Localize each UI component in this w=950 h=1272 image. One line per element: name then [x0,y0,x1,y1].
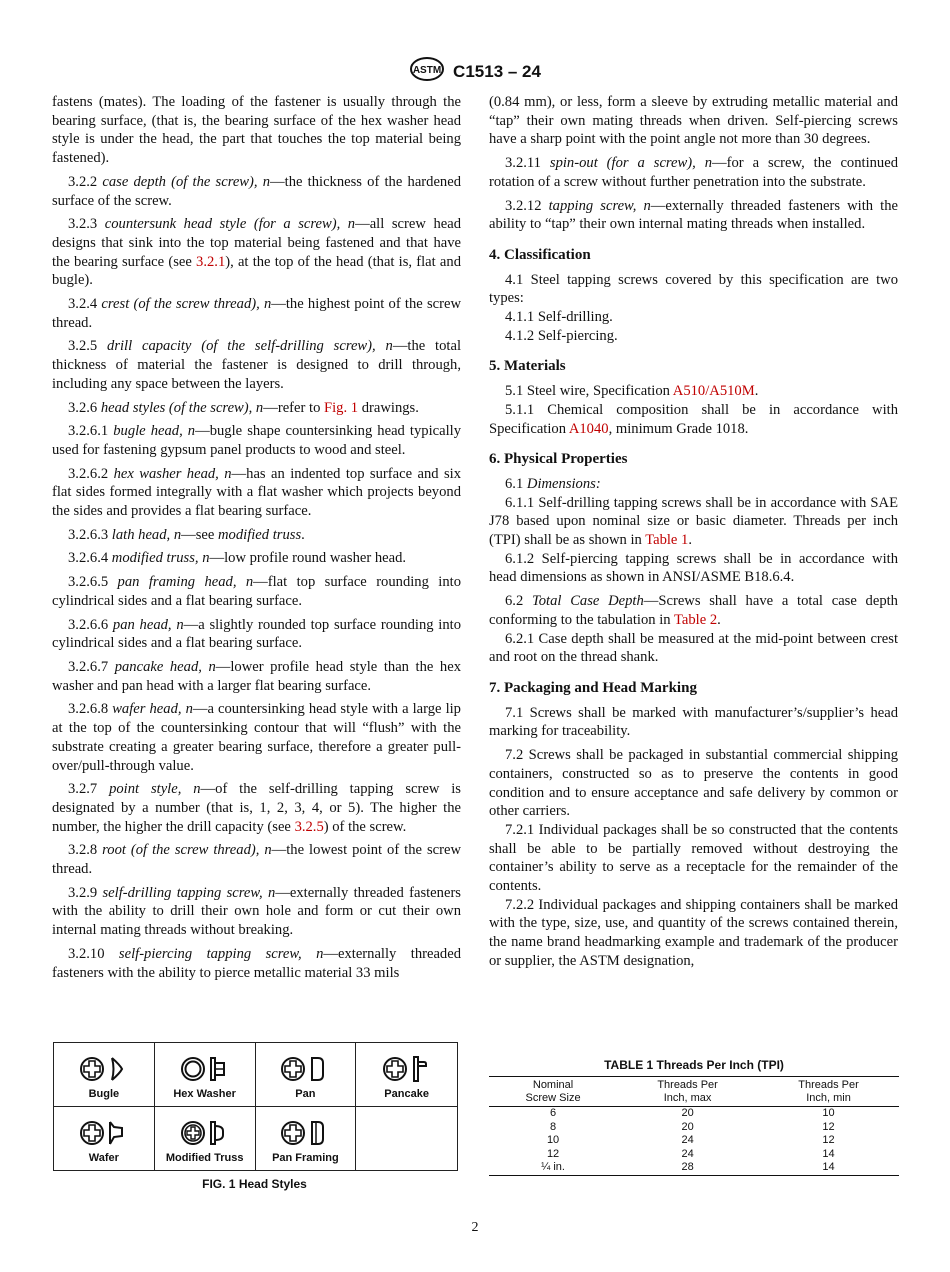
section-heading-packaging: 7. Packaging and Head Marking [489,679,697,696]
head-style-wafer [54,1107,155,1171]
head-style-label: Pan [295,1087,316,1100]
paragraph-6-1-2: 6.1.2 Self-piercing tapping screws shall be in accordance with head dimensions as shown in ANSI/ASME B18.6.4. [489,550,898,586]
right-column [489,93,898,976]
definition-3-2-6-6: 3.2.6.6 pan head, n—a slightly rounded top surface rounding into cylindrical sides and a flat bearing surface. [52,616,461,652]
paragraph-6-1: 6.1 Dimensions: [505,475,601,492]
astm-logo-icon [409,56,445,87]
table-row: 8 20 12 [550,1120,835,1133]
head-style-pan [256,1043,357,1107]
table-row: 10 24 12 [546,1134,835,1147]
bugle-head-icon [74,1053,134,1085]
definition-3-2-4: 3.2.4 crest (of the screw thread), n—the highest point of the screw thread. [52,296,461,331]
head-style-modified-truss [155,1107,256,1171]
section-heading-materials: 5. Materials [489,358,566,375]
section-heading-classification: 4. Classification [489,246,591,263]
head-style-label: Modified Truss [165,1152,244,1164]
paragraph-4-1-1: 4.1.1 Self-drilling. [505,309,613,326]
definition-3-2-8: 3.2.8 root (of the screw thread), n—the lowest point of the screw thread. [52,842,461,878]
paragraph-6-1-1: 6.1.1 Self-drilling tapping screws shall be in accordance with SAE J78 based upon nominal size or basic diameter. Threads per inch (TPI) shall be as shown in Table 1. [489,494,898,549]
paragraph-6-2-1: 6.2.1 Case depth shall be measured at the mid-point between crest and root on the thread shank. [489,630,898,666]
empty-cell [356,1107,457,1171]
definition-3-2-6-3: 3.2.6.3 lath head, n—see modified truss. [68,526,305,543]
head-style-pancake [356,1043,457,1107]
table-row: ¼ in. 28 14 [489,1161,899,1175]
paragraph-4-1-2: 4.1.2 Self-piercing. [505,327,618,344]
paragraph-7-2-1: 7.2.1 Individual packages shall be so constructed that the contents shall be able to be partially removed without destroying the container’s ability to serve as a receptacle for the remainder of the contents. [489,821,898,895]
head-style-label: Hex Washer [173,1087,236,1100]
figure-caption: FIG. 1 Head Styles [202,1177,307,1191]
head-styles-figure [53,1042,458,1171]
paragraph-5-1-1: 5.1.1 Chemical composition shall be in accordance with Specification A1040, minimum Grade 1018. [489,401,898,437]
head-style-pan-framing [256,1107,357,1171]
definition-3-2-6-2: 3.2.6.2 hex washer head, n—has an indented top surface and six flat sides formed integrally with a flat washer which projects beyond the sides and provides a flat bearing surface. [52,465,461,520]
document-designation: C1513 – 24 [453,61,541,81]
paragraph-7-1: 7.1 Screws shall be marked with manufacturer’s/supplier’s head marking for traceability. [489,704,898,740]
ref-link-a1040[interactable]: A1040 [568,420,609,437]
ref-link-table-1[interactable]: Table 1 [645,532,689,549]
paragraph-continuation: fastens (mates). The loading of the fastener is usually through the bearing surface, (that is, the bearing surface of the hex washer head style is under the head, the part that touches the top material being fastened). [52,94,461,167]
pancake-head-icon [377,1053,437,1085]
definition-3-2-7: 3.2.7 point style, n—of the self-drilling tapping screw is designated by a number (that is, 1, 2, 3, 4, or 5). The higher the number, the higher the drill capacity (see 3.2.5) of the screw. [52,781,461,835]
ref-link-a510[interactable]: A510/A510M [672,383,755,400]
definition-3-2-9: 3.2.9 self-drilling tapping screw, n—externally threaded fasteners with the ability to drill their own hole and form or cut their own internal mating threads without breaking. [52,884,461,939]
table-row: 6 20 10 [550,1107,835,1119]
head-style-label: Pan Framing [272,1152,339,1164]
definition-3-2-12: 3.2.12 tapping screw, n—externally threaded fasteners with the ability to “tap” their own internal mating threads when installed. [489,197,898,233]
column-header-nominal-size: Nominal Screw Size [525,1079,581,1104]
ref-link-fig-1[interactable]: Fig. 1 [324,399,359,416]
threads-per-inch-table [489,1076,899,1176]
head-style-hex-washer [155,1043,256,1107]
definition-3-2-11: 3.2.11 spin-out (for a screw), n—for a screw, the continued rotation of a screw without further penetration into the substrate. [489,155,898,190]
head-style-label: Bugle [88,1087,120,1100]
table-caption: TABLE 1 Threads Per Inch (TPI) [604,1058,784,1072]
definition-3-2-6-7: 3.2.6.7 pancake head, n—lower profile head style than the hex washer and pan head with a larger flat bearing surface. [52,658,461,694]
page-number: 2 [471,1220,479,1235]
pan-framing-head-icon [275,1117,335,1149]
definition-3-2-6-4: 3.2.6.4 modified truss, n—low profile round washer head. [68,550,407,567]
definition-3-2-5: 3.2.5 drill capacity (of the self-drilling screw), n—the total thickness of material the fastener is designed to drill through, including any space between the layers. [52,338,461,392]
head-style-label: Wafer [88,1152,119,1164]
table-row: 12 24 14 [546,1147,835,1160]
definition-3-2-6: 3.2.6 head styles (of the screw), n—refer to Fig. 1 drawings. [68,399,419,416]
definition-3-2-3: 3.2.3 countersunk head style (for a screw), n—all screw head designs that sink into the top material being fastened and that have the bearing surface (see 3.2.1), at the top of the head (that is, flat and bugle). [52,216,462,289]
paragraph-5-1: 5.1 Steel wire, Specification A510/A510M. [505,383,759,400]
wafer-head-icon [74,1117,134,1149]
modified-truss-head-icon [175,1117,235,1149]
definition-3-2-2: 3.2.2 case depth (of the screw), n—the thickness of the hardened surface of the screw. [52,173,462,209]
ref-link-3-2-1[interactable]: 3.2.1 [196,253,226,270]
column-header-tpi-max: Threads Per Inch, max [657,1079,718,1104]
definition-3-2-6-5: 3.2.6.5 pan framing head, n—flat top surface rounding into cylindrical sides and a flat bearing surface. [52,574,461,609]
paragraph-6-2: 6.2 Total Case Depth—Screws shall have a total case depth conforming to the tabulation in Table 2. [489,593,898,628]
definition-3-2-6-1: 3.2.6.1 bugle head, n—bugle shape countersinking head typically used for fastening gypsum panel products to wood and steel. [52,423,461,458]
paragraph-7-2: 7.2 Screws shall be packaged in substantial commercial shipping containers, constructed so as to preserve the contents in good condition and to ensure acceptance and safe delivery by common or other carriers. [489,747,898,820]
definition-3-2-6-8: 3.2.6.8 wafer head, n—a countersinking head style with a large lip at the top of the countersinking contour that will “flush” with the substrate creating a greater bearing surface, therefore a greater pull-over/pull-through value. [52,701,461,774]
left-column [52,93,461,987]
section-heading-physical-properties: 6. Physical Properties [489,451,628,468]
head-style-label: Pancake [384,1087,429,1100]
definition-3-2-10: 3.2.10 self-piercing tapping screw, n—externally threaded fasteners with the ability to pierce metallic material 33 mils [52,945,461,981]
column-header-tpi-min: Threads Per Inch, min [798,1079,859,1104]
pan-head-icon [275,1053,335,1085]
astm-logo-text: ASTM [412,65,442,76]
ref-link-table-2[interactable]: Table 2 [673,611,718,628]
head-style-bugle [54,1043,155,1107]
hex-washer-head-icon [175,1053,235,1085]
paragraph-4-1: 4.1 Steel tapping screws covered by this specification are two types: [489,271,898,307]
table-header-row [489,1077,899,1107]
paragraph-continuation-right: (0.84 mm), or less, form a sleeve by extruding metallic material and “tap” their own mating threads when driven. Self-piercing screws have a sharp point with the point angle not more than 30 degrees. [489,94,898,148]
page-header [0,56,950,87]
ref-link-3-2-5[interactable]: 3.2.5 [294,818,324,835]
paragraph-7-2-2: 7.2.2 Individual packages and shipping containers shall be marked with the type, size, use, and quantity of the screws contained therein, the name brand headmarking example and trademark of the producer or supplier, the ASTM designation, [489,896,898,969]
